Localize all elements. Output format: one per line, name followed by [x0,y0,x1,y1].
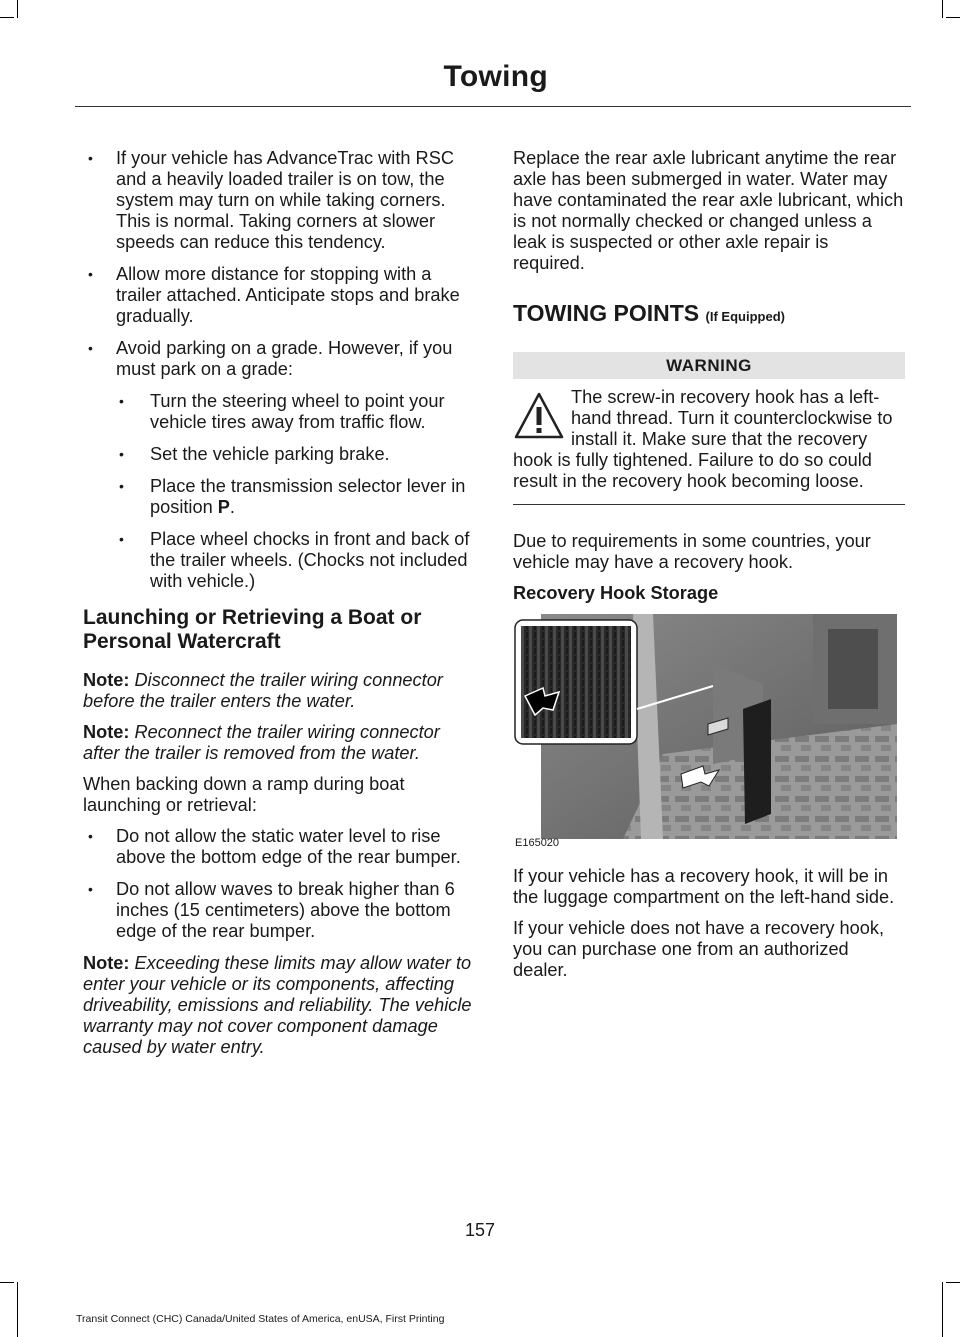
left-column [83,148,475,1068]
sub-list-item: • Place wheel chocks in front and back of the trailer wheels. (Chocks not included with vehicle.) [83,529,475,592]
footer-text: Transit Connect (CHC) Canada/United States of America, enUSA, First Printing [76,1313,445,1325]
backing-paragraph: When backing down a ramp during boat launching or retrieval: [83,774,405,815]
warning-text: The screw-in recovery hook has a left-hand thread. Turn it counterclockwise to install it. Make sure that the recovery hook is fully tightened. Failure to do so could result in the recovery hook becoming loose. [513,387,893,491]
warning-triangle-icon [513,391,565,441]
purchase-paragraph: If your vehicle does not have a recovery hook, you can purchase one from an authorized dealer. [513,918,885,980]
note-text: Exceeding these limits may allow water to enter your vehicle or its components, affecting driveability, emissions and reliability. The vehicle warranty may not cover component damage caused by water entry. [83,953,472,1057]
recovery-hook-photo [513,614,905,854]
position-p: P [217,497,230,517]
storage-heading: Recovery Hook Storage [513,583,719,603]
axle-paragraph: Replace the rear axle lubricant anytime the rear axle has been submerged in water. Water may have contaminated the rear axle lubricant, which is not normally checked or changed unless a leak is suspected or other axle repair is required. [513,148,904,273]
towing-points-heading [513,300,905,330]
note-1 [83,670,475,712]
warning-banner: WARNING [513,352,905,379]
sub-list-item [83,476,475,518]
section-heading: Launching or Retrieving a Boat or Personal Watercraft [83,606,422,653]
requirements-paragraph: Due to requirements in some countries, your vehicle may have a recovery hook. [513,531,871,572]
note-2 [83,722,475,764]
sub-list-item: • Turn the steering wheel to point your vehicle tires away from traffic flow. [83,391,475,433]
list-item: • Do not allow waves to break higher than 6 inches (15 centimeters) above the bottom edge of the rear bumper. [83,879,475,942]
page-number: 157 [464,1220,496,1240]
list-item: • Avoid parking on a grade. However, if you must park on a grade: [83,338,475,380]
sub-list-item: • Set the vehicle parking brake. [83,444,475,465]
crop-mark [946,17,960,18]
crop-mark [0,1282,14,1283]
towing-points-title: TOWING POINTS [513,300,700,326]
list-item: • Do not allow the static water level to rise above the bottom edge of the rear bumper. [83,826,475,868]
crop-mark [17,0,18,18]
note-text: Disconnect the trailer wiring connector before the trailer enters the water. [83,670,443,711]
if-equipped-label: (If Equipped) [705,309,785,324]
selector-text: Place the transmission selector lever in position [150,476,466,517]
crop-mark [17,1282,18,1337]
image-code: E165020 [515,837,560,849]
header-rule [75,106,911,107]
selector-suffix: . [229,497,235,517]
location-paragraph: If your vehicle has a recovery hook, it will be in the luggage compartment on the left-hand side. [513,866,895,907]
right-column [513,148,905,991]
page-title: Towing [443,60,548,93]
warning-box [513,387,905,505]
note-3 [83,953,475,1058]
note-label: Note: [83,670,130,690]
crop-mark [0,17,14,18]
crop-mark [942,0,943,18]
note-label: Note: [83,722,130,742]
crop-mark [946,1282,960,1283]
list-item: • Allow more distance for stopping with a trailer attached. Anticipate stops and brake gradually. [83,264,475,327]
crop-mark [942,1282,943,1337]
list-item: • If your vehicle has AdvanceTrac with RSC and a heavily loaded trailer is on tow, the system may turn on while taking corners. This is normal. Taking corners at slower speeds can reduce this tendency. [83,148,475,253]
recovery-hook-figure [513,614,905,854]
note-label: Note: [83,953,130,973]
note-text: Reconnect the trailer wiring connector after the trailer is removed from the water. [83,722,440,763]
